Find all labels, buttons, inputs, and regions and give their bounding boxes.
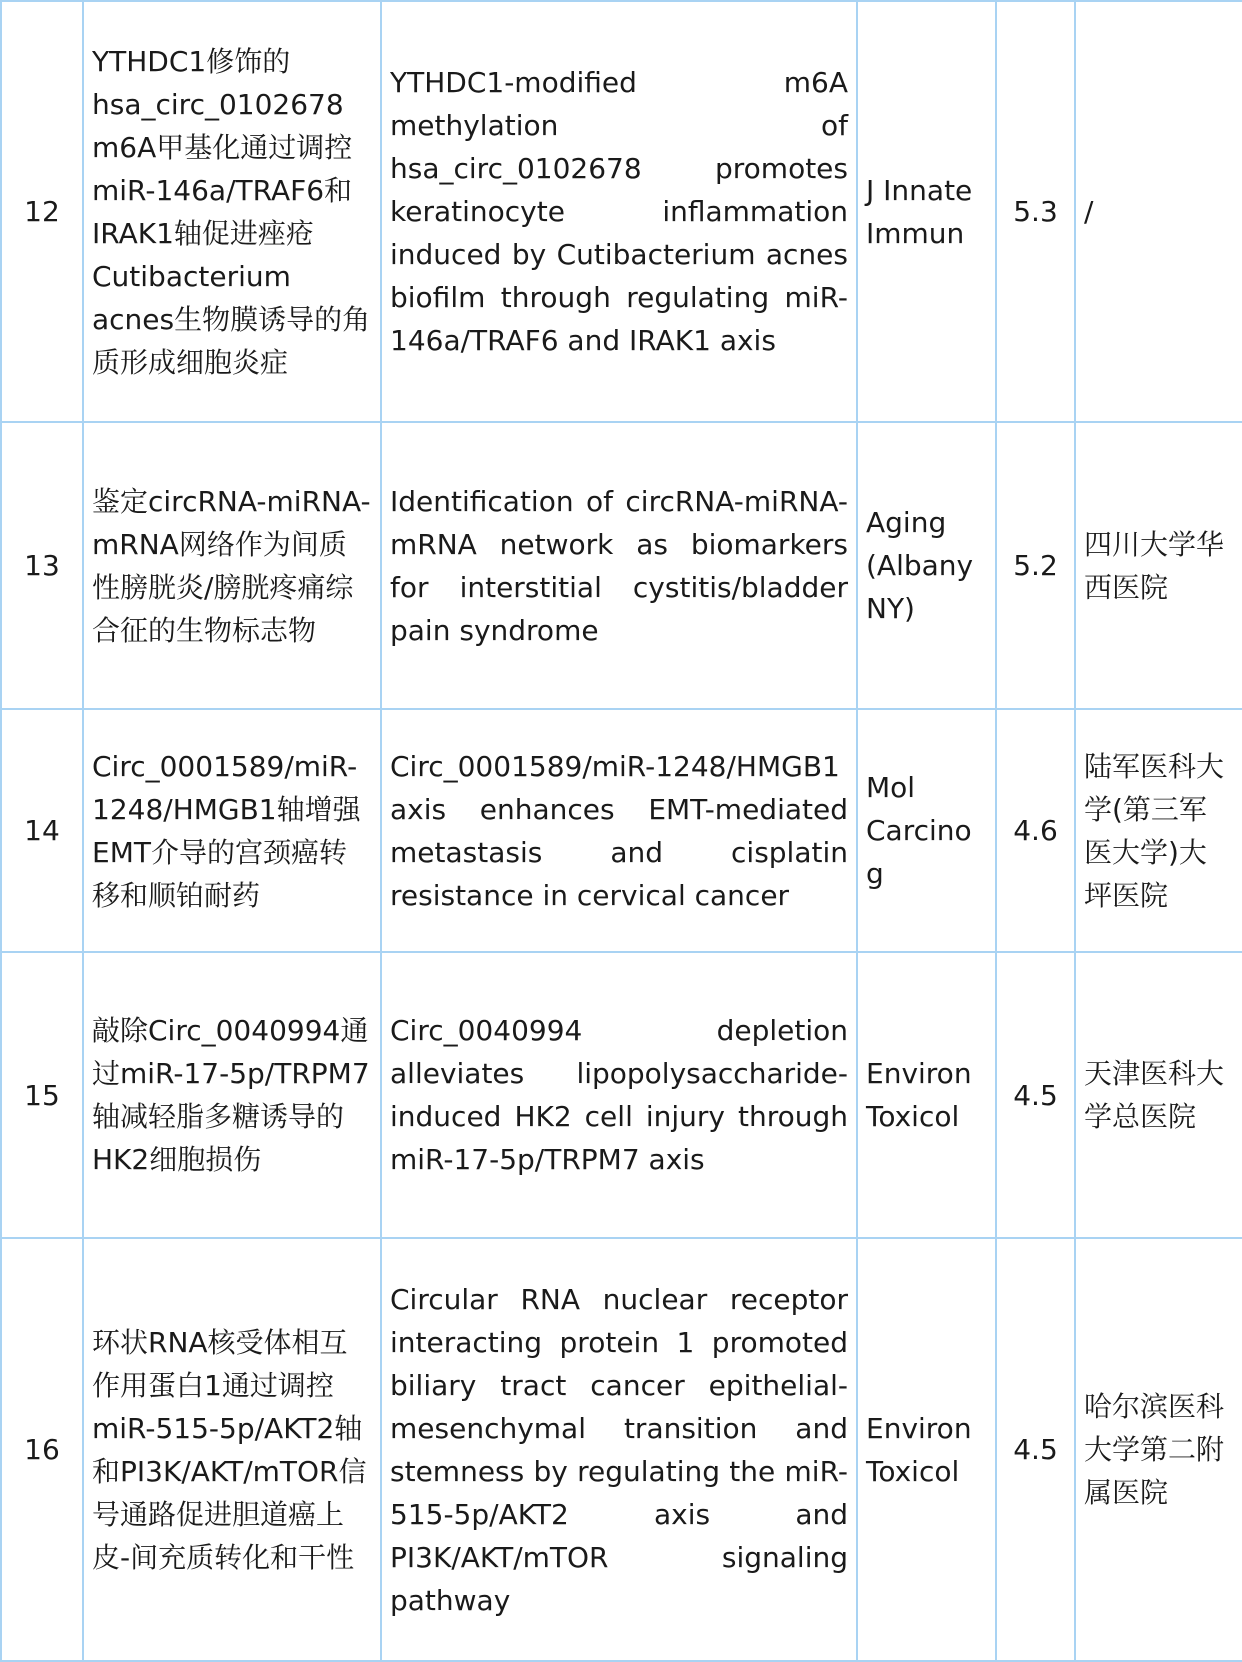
impact-factor: 4.5 xyxy=(996,1238,1075,1661)
impact-factor: 4.6 xyxy=(996,709,1075,952)
journal-name: Environ Toxicol xyxy=(857,952,996,1238)
chinese-title: 环状RNA核受体相互作用蛋白1通过调控miR-515-5p/AKT2轴和PI3K/AKT/mTOR信号通路促进胆道癌上皮-间充质转化和干性 xyxy=(83,1238,381,1661)
table-row xyxy=(1,952,1242,1238)
journal-name: J Innate Immun xyxy=(857,1,996,422)
institution: / xyxy=(1075,1,1242,422)
english-title: YTHDC1-modified m6A methylation of hsa_circ_0102678 promotes keratinocyte inflammation induced by Cutibacterium acnes biofilm through regulating miR-146a/TRAF6 and IRAK1 axis xyxy=(381,1,857,422)
row-number: 13 xyxy=(1,422,83,709)
chinese-title: 鉴定circRNA-miRNA-mRNA网络作为间质性膀胱炎/膀胱疼痛综合征的生物标志物 xyxy=(83,422,381,709)
row-number: 15 xyxy=(1,952,83,1238)
journal-name: Environ Toxicol xyxy=(857,1238,996,1661)
row-number: 16 xyxy=(1,1238,83,1661)
english-title: Circular RNA nuclear receptor interacting protein 1 promoted biliary tract cancer epithelial-mesenchymal transition and stemness by regulating the miR-515-5p/AKT2 axis and PI3K/AKT/mTOR signaling pathway xyxy=(381,1238,857,1661)
institution: 哈尔滨医科大学第二附属医院 xyxy=(1075,1238,1242,1661)
institution: 四川大学华西医院 xyxy=(1075,422,1242,709)
chinese-title: YTHDC1修饰的hsa_circ_0102678 m6A甲基化通过调控miR-146a/TRAF6和IRAK1轴促进痤疮Cutibacterium acnes生物膜诱导的角质形成细胞炎症 xyxy=(83,1,381,422)
table-row xyxy=(1,422,1242,709)
table-row xyxy=(1,1,1242,422)
chinese-title: 敲除Circ_0040994通过miR-17-5p/TRPM7轴减轻脂多糖诱导的HK2细胞损伤 xyxy=(83,952,381,1238)
row-number: 12 xyxy=(1,1,83,422)
journal-name: Mol Carcinog xyxy=(857,709,996,952)
english-title: Identification of circRNA-miRNA-mRNA network as biomarkers for interstitial cystitis/bladder pain syndrome xyxy=(381,422,857,709)
chinese-title: Circ_0001589/miR-1248/HMGB1轴增强EMT介导的宫颈癌转移和顺铂耐药 xyxy=(83,709,381,952)
table-row xyxy=(1,1238,1242,1661)
institution: 天津医科大学总医院 xyxy=(1075,952,1242,1238)
impact-factor: 5.3 xyxy=(996,1,1075,422)
row-number: 14 xyxy=(1,709,83,952)
impact-factor: 4.5 xyxy=(996,952,1075,1238)
english-title: Circ_0040994 depletion alleviates lipopolysaccharide-induced HK2 cell injury through miR-17-5p/TRPM7 axis xyxy=(381,952,857,1238)
impact-factor: 5.2 xyxy=(996,422,1075,709)
institution: 陆军医科大学(第三军医大学)大坪医院 xyxy=(1075,709,1242,952)
table-row xyxy=(1,709,1242,952)
english-title: Circ_0001589/miR-1248/HMGB1 axis enhances EMT-mediated metastasis and cisplatin resistance in cervical cancer xyxy=(381,709,857,952)
journal-name: Aging (Albany NY) xyxy=(857,422,996,709)
